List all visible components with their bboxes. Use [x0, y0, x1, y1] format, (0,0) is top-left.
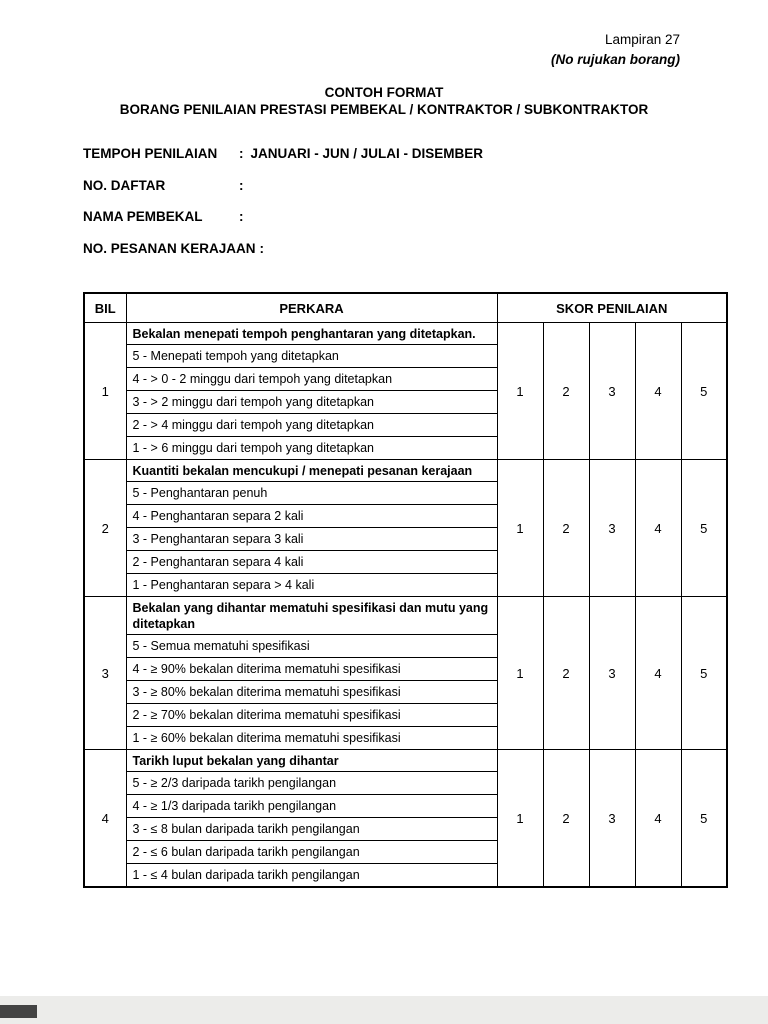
score-cell: 4 — [635, 750, 681, 888]
criterion-option: 1 - Penghantaran separa > 4 kali — [126, 574, 497, 597]
corner-block — [551, 30, 680, 70]
criterion-option: 1 - ≤ 4 bulan daripada tarikh pengilangan — [126, 864, 497, 888]
criterion-title: Bekalan yang dihantar mematuhi spesifikasi dan mutu yang ditetapkan — [126, 597, 497, 635]
score-cell: 3 — [589, 750, 635, 888]
score-cell: 2 — [543, 323, 589, 460]
evaluation-table — [83, 292, 728, 888]
meta-colon: : — [239, 177, 244, 193]
bil-cell: 4 — [84, 750, 126, 888]
header-bil: BIL — [84, 293, 126, 323]
criterion-option: 5 - Semua mematuhi spesifikasi — [126, 635, 497, 658]
meta-label: NO. DAFTAR — [83, 177, 166, 193]
criterion-option: 4 - ≥ 90% bekalan diterima mematuhi spesifikasi — [126, 658, 497, 681]
criterion-option: 2 - ≥ 70% bekalan diterima mematuhi spesifikasi — [126, 704, 497, 727]
meta-label: TEMPOH PENILAIAN — [83, 146, 218, 161]
score-cell: 2 — [543, 750, 589, 888]
score-cell: 4 — [635, 323, 681, 460]
scan-artifact-band — [0, 996, 768, 1024]
meta-block — [83, 146, 483, 272]
scan-artifact-mark — [0, 1005, 37, 1018]
meta-label: NO. PESANAN KERAJAAN — [83, 240, 256, 256]
criterion-option: 4 - > 0 - 2 minggu dari tempoh yang ditetapkan — [126, 368, 497, 391]
criterion-option: 1 - ≥ 60% bekalan diterima mematuhi spesifikasi — [126, 727, 497, 750]
meta-line-pembekal — [83, 209, 483, 227]
table-row — [84, 460, 727, 482]
score-cell: 4 — [635, 460, 681, 597]
criterion-option: 2 - ≤ 6 bulan daripada tarikh pengilangan — [126, 841, 497, 864]
criterion-option: 5 - Menepati tempoh yang ditetapkan — [126, 345, 497, 368]
criterion-title: Tarikh luput bekalan yang dihantar — [126, 750, 497, 772]
score-cell: 3 — [589, 323, 635, 460]
score-cell: 1 — [497, 460, 543, 597]
criterion-option: 4 - ≥ 1/3 daripada tarikh pengilangan — [126, 795, 497, 818]
meta-colon: : — [239, 146, 244, 161]
criterion-option: 4 - Penghantaran separa 2 kali — [126, 505, 497, 528]
criterion-option: 2 - Penghantaran separa 4 kali — [126, 551, 497, 574]
score-cell: 5 — [681, 750, 727, 888]
score-cell: 5 — [681, 460, 727, 597]
bil-cell: 3 — [84, 597, 126, 750]
criterion-option: 3 - ≤ 8 bulan daripada tarikh pengilangan — [126, 818, 497, 841]
table-row — [84, 597, 727, 635]
header-perkara: PERKARA — [126, 293, 497, 323]
meta-colon: : — [239, 209, 244, 224]
score-cell: 1 — [497, 323, 543, 460]
criterion-option: 3 - Penghantaran separa 3 kali — [126, 528, 497, 551]
score-cell: 3 — [589, 460, 635, 597]
bil-cell: 1 — [84, 323, 126, 460]
score-cell: 1 — [497, 750, 543, 888]
table-row — [84, 323, 727, 345]
table-row — [84, 750, 727, 772]
criterion-title: Bekalan menepati tempoh penghantaran yang ditetapkan. — [126, 323, 497, 345]
score-cell: 2 — [543, 597, 589, 750]
rujukan-label: (No rujukan borang) — [551, 52, 680, 67]
score-cell: 3 — [589, 597, 635, 750]
page-subtitle: BORANG PENILAIAN PRESTASI PEMBEKAL / KONTRAKTOR / SUBKONTRAKTOR — [119, 101, 649, 117]
criterion-option: 2 - > 4 minggu dari tempoh yang ditetapkan — [126, 414, 497, 437]
meta-line-daftar — [83, 178, 483, 196]
criterion-option: 3 - > 2 minggu dari tempoh yang ditetapkan — [126, 391, 497, 414]
criterion-option: 3 - ≥ 80% bekalan diterima mematuhi spesifikasi — [126, 681, 497, 704]
score-cell: 5 — [681, 323, 727, 460]
score-cell: 1 — [497, 597, 543, 750]
criterion-title: Kuantiti bekalan mencukupi / menepati pesanan kerajaan — [126, 460, 497, 482]
criterion-option: 1 - > 6 minggu dari tempoh yang ditetapkan — [126, 437, 497, 460]
score-cell: 2 — [543, 460, 589, 597]
bil-cell: 2 — [84, 460, 126, 597]
meta-line-pesanan — [83, 241, 483, 259]
header-skor: SKOR PENILAIAN — [497, 293, 727, 323]
meta-line-tempoh — [83, 146, 483, 164]
page-title: CONTOH FORMAT — [324, 85, 444, 100]
meta-label: NAMA PEMBEKAL — [83, 209, 203, 224]
meta-colon: : — [259, 240, 265, 256]
score-cell: 5 — [681, 597, 727, 750]
meta-value: JANUARI - JUN / JULAI - DISEMBER — [250, 146, 484, 161]
score-cell: 4 — [635, 597, 681, 750]
table-header-row — [84, 293, 727, 323]
criterion-option: 5 - ≥ 2/3 daripada tarikh pengilangan — [126, 772, 497, 795]
title-block — [0, 85, 768, 118]
criterion-option: 5 - Penghantaran penuh — [126, 482, 497, 505]
lampiran-label: Lampiran 27 — [604, 32, 680, 47]
